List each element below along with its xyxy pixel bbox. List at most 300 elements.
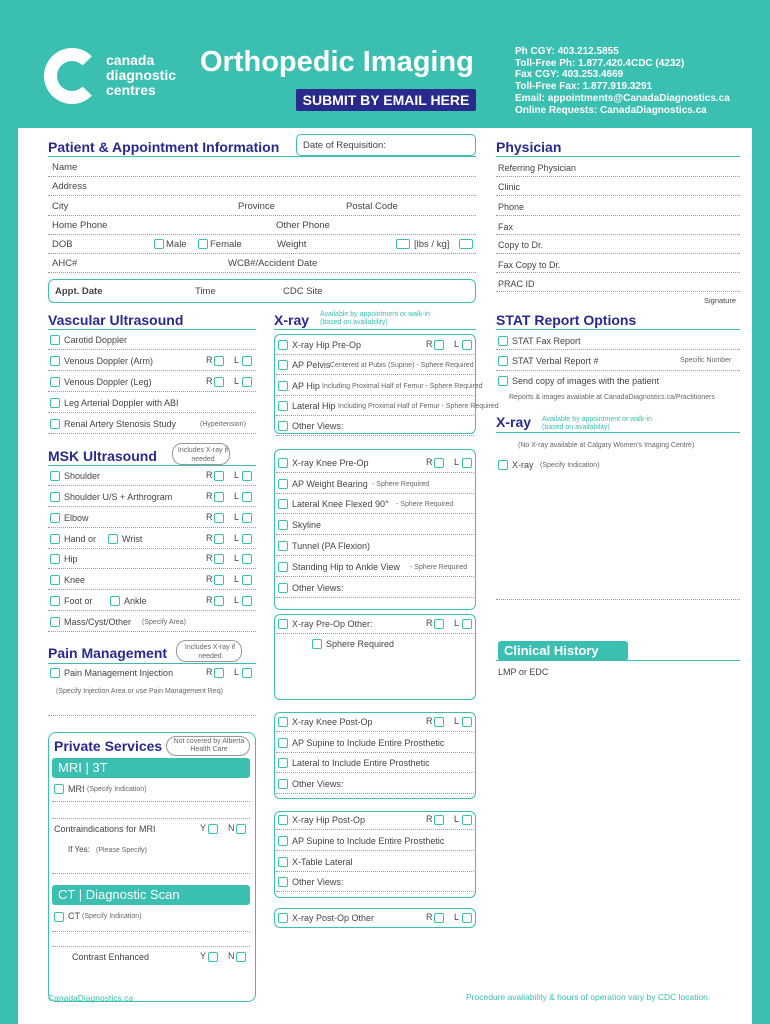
name-field[interactable] <box>48 176 476 177</box>
xray-item-1: AP Pelvis <box>292 360 331 370</box>
xray-12-r-label: R <box>426 618 433 628</box>
xray-note-6: - Sphere Required <box>372 481 430 488</box>
phys-phone-label: Phone <box>498 202 525 212</box>
vascular-item-3: Leg Arterial Doppler with ABI <box>64 398 179 408</box>
pain-r-label: R <box>206 667 213 677</box>
ct-bar: CT | Diagnostic Scan <box>52 885 250 905</box>
xray-12-l-label: L <box>454 618 460 628</box>
xray-checkbox-14[interactable] <box>278 738 288 748</box>
vascular-2-r-checkbox[interactable] <box>214 377 224 387</box>
msk-6-r-checkbox[interactable] <box>214 596 224 606</box>
xray-5-l-label: L <box>454 457 460 467</box>
msk-line-2 <box>48 527 256 528</box>
contact-ph: Ph CGY: 403.212.5855 <box>515 46 619 57</box>
appointment-box[interactable] <box>48 279 476 303</box>
xray-line-16 <box>276 793 474 794</box>
date-requisition-field[interactable] <box>296 134 476 156</box>
vascular-checkbox-0[interactable] <box>50 335 60 345</box>
vascular-checkbox-2[interactable] <box>50 377 60 387</box>
stat-verbal-label: STAT Verbal Report # <box>512 356 599 366</box>
private-heading: Private Services <box>54 738 163 754</box>
contact-info <box>515 46 730 116</box>
msk-item-4: Hip <box>64 554 78 564</box>
vascular-checkbox-4[interactable] <box>50 419 60 429</box>
vascular-checkbox-3[interactable] <box>50 398 60 408</box>
xray-item-4: Other Views: <box>292 421 344 431</box>
vascular-1-r-label: R <box>206 355 213 365</box>
stat-xray-checkbox[interactable] <box>498 460 508 470</box>
xray-checkbox-20[interactable] <box>278 877 288 887</box>
msk-line-3 <box>48 548 256 549</box>
xray-5-r-checkbox[interactable] <box>434 458 444 468</box>
msk-checkbox-4[interactable] <box>50 554 60 564</box>
xray-item-5: X-ray Knee Pre-Op <box>292 458 369 468</box>
xray-5-r-label: R <box>426 457 433 467</box>
pain-injection-label: Pain Management Injection <box>64 668 174 678</box>
msk-3-r-checkbox[interactable] <box>214 534 224 544</box>
contact-email[interactable]: Email: appointments@CanadaDiagnostics.ca <box>515 92 730 104</box>
footer-website[interactable]: CanadaDiagnostics.ca <box>48 993 134 1003</box>
xray-13-r-checkbox[interactable] <box>434 717 444 727</box>
xray-checkbox-19[interactable] <box>278 857 288 867</box>
xray-checkbox-13[interactable] <box>278 717 288 727</box>
vascular-line-0 <box>48 349 256 350</box>
msk-3-l-checkbox[interactable] <box>242 534 252 544</box>
contrast-n-label: N <box>228 951 235 961</box>
vascular-line-3 <box>48 412 256 413</box>
vascular-2-l-checkbox[interactable] <box>242 377 252 387</box>
private-note <box>166 736 250 756</box>
stat-xray-label: X-ray <box>512 460 534 470</box>
msk-5-l-checkbox[interactable] <box>242 575 252 585</box>
pain-r-checkbox[interactable] <box>214 668 224 678</box>
referring-label: Referring Physician <box>498 163 577 173</box>
msk-line-6 <box>48 610 256 611</box>
msk-item-0: Shoulder <box>64 471 101 481</box>
wrist-label: Wrist <box>122 534 143 544</box>
ct-checkbox[interactable] <box>54 912 64 922</box>
msk-4-r-checkbox[interactable] <box>214 554 224 564</box>
xray-12-l-checkbox[interactable] <box>462 619 472 629</box>
contrast-label: Contrast Enhanced <box>72 952 150 962</box>
male-checkbox[interactable] <box>154 239 164 249</box>
wrist-checkbox[interactable] <box>108 534 118 544</box>
xray-line-20 <box>276 891 474 892</box>
clinic-label: Clinic <box>498 182 521 192</box>
cdc-logo-icon <box>44 48 100 104</box>
xray-checkbox-16[interactable] <box>278 779 288 789</box>
msk-3-l-label: L <box>234 533 240 543</box>
dob-label: DOB <box>52 239 73 250</box>
other-phone-label: Other Phone <box>276 220 330 231</box>
msk-checkbox-1[interactable] <box>50 492 60 502</box>
clinical-heading: Clinical History <box>498 641 628 661</box>
vascular-1-l-checkbox[interactable] <box>242 356 252 366</box>
vascular-2-l-label: L <box>234 376 240 386</box>
xray-checkbox-1[interactable] <box>278 360 288 370</box>
xray-line-7 <box>276 513 474 514</box>
msk-4-r-label: R <box>206 553 213 563</box>
pain-specify-note: (Specify Injection Area or use Pain Management Req) <box>56 688 223 695</box>
xray-21-l-label: L <box>454 912 460 922</box>
fax-copy-field[interactable] <box>496 272 740 273</box>
xray-line-3 <box>276 415 474 416</box>
cdc-site-label: CDC Site <box>283 286 323 297</box>
xray-line-12 <box>276 633 474 634</box>
vascular-line-1 <box>48 370 256 371</box>
xray-12-r-checkbox[interactable] <box>434 619 444 629</box>
msk-note-text: Includes X-ray if needed <box>177 447 229 463</box>
contact-tollfree-ph: Toll-Free Ph: 1.877.420.4CDC (4232) <box>515 57 685 69</box>
xray-0-l-label: L <box>454 339 460 349</box>
xray-checkbox-3[interactable] <box>278 401 288 411</box>
xray-item-10: Standing Hip to Ankle View <box>292 562 400 572</box>
pain-l-label: L <box>234 667 240 677</box>
xray-item-7: Lateral Knee Flexed 90° <box>292 499 389 509</box>
xray-note-10: - Sphere Required <box>410 564 468 571</box>
ahc-label: AHC# <box>52 258 78 269</box>
xray-item-18: AP Supine to Include Entire Prosthetic <box>292 836 445 846</box>
msk-5-l-label: L <box>234 574 240 584</box>
ct-label: CT <box>68 911 80 921</box>
msk-1-l-checkbox[interactable] <box>242 492 252 502</box>
msk-0-l-checkbox[interactable] <box>242 471 252 481</box>
mri-field-2[interactable] <box>52 818 250 819</box>
submit-email-button[interactable]: SUBMIT BY EMAIL HERE <box>296 89 476 111</box>
reports-note: Reports & images available at CanadaDiagnostics.ca/Practitioners <box>509 394 715 401</box>
xray-checkbox-2[interactable] <box>278 381 288 391</box>
vascular-item-2: Venous Doppler (Leg) <box>64 377 152 387</box>
xray-line-10 <box>276 576 474 577</box>
vascular-1-r-checkbox[interactable] <box>214 356 224 366</box>
msk-note <box>172 443 230 465</box>
stat-xray-avail: Available by appointment or walk-in (based on availability) <box>542 416 652 431</box>
xray-item-12: X-ray Pre-Op Other: <box>292 619 373 629</box>
physician-heading: Physician <box>496 139 562 155</box>
patient-heading: Patient & Appointment Information <box>48 139 280 155</box>
xray-line-1 <box>276 374 474 375</box>
ct-field-1[interactable] <box>52 931 250 932</box>
msk-checkbox-6[interactable] <box>50 596 60 606</box>
xray-avail-note: Available by appointment or walk-in (based on availability) <box>320 311 430 326</box>
xray-item-20: Other Views: <box>292 877 344 887</box>
xray-item-14: AP Supine to Include Entire Prosthetic <box>292 738 445 748</box>
xray-0-r-label: R <box>426 339 433 349</box>
xray-13-r-label: R <box>426 716 433 726</box>
msk-4-l-label: L <box>234 553 240 563</box>
msk-checkbox-0[interactable] <box>50 471 60 481</box>
xray-17-l-label: L <box>454 814 460 824</box>
xray-item-17: X-ray Hip Post-Op <box>292 815 366 825</box>
phone-field[interactable] <box>48 234 476 235</box>
msk-item-1: Shoulder U/S + Arthrogram <box>64 492 173 502</box>
clinic-field[interactable] <box>496 195 740 196</box>
specific-number: Specific Number <box>680 357 732 364</box>
brand-name <box>106 53 176 98</box>
xray-0-r-checkbox[interactable] <box>434 340 444 350</box>
pain-heading: Pain Management <box>48 645 168 661</box>
contrast-y-checkbox[interactable] <box>208 952 218 962</box>
vascular-checkbox-1[interactable] <box>50 356 60 366</box>
phys-fax-label: Fax <box>498 222 514 232</box>
stat-verbal-field[interactable] <box>496 370 740 371</box>
xray-17-r-checkbox[interactable] <box>434 815 444 825</box>
lmp-label: LMP or EDC <box>498 667 549 677</box>
xray-item-21: X-ray Post-Op Other <box>292 913 375 923</box>
footer-note: Procedure availability & hours of operation vary by CDC location. <box>466 992 711 1002</box>
xray-checkbox-12[interactable] <box>278 619 288 629</box>
stat-xray-heading: X-ray <box>496 414 532 430</box>
postal-label: Postal Code <box>346 201 398 212</box>
xray-checkbox-0[interactable] <box>278 340 288 350</box>
pain-injection-checkbox[interactable] <box>50 668 60 678</box>
appt-date-label: Appt. Date <box>55 286 103 297</box>
xray-checkbox-17[interactable] <box>278 815 288 825</box>
city-field[interactable] <box>48 215 476 216</box>
form-body <box>18 128 752 1024</box>
xray-item-19: X-Table Lateral <box>292 857 353 867</box>
fax-copy-label: Fax Copy to Dr. <box>498 260 561 270</box>
ct-field-2[interactable] <box>52 946 250 947</box>
xray-line-19 <box>276 871 474 872</box>
xray-checkbox-18[interactable] <box>278 836 288 846</box>
brand-line1: canada <box>106 52 155 68</box>
if-yes-label: If Yes: <box>68 845 90 854</box>
mri-bar: MRI | 3T <box>52 758 250 778</box>
address-field[interactable] <box>48 195 476 196</box>
msk-6-l-label: L <box>234 595 240 605</box>
contrast-n-checkbox[interactable] <box>236 952 246 962</box>
msk-6-r-label: R <box>206 595 213 605</box>
msk-item-7: Mass/Cyst/Other <box>64 617 132 627</box>
copy-to-label: Copy to Dr. <box>498 240 544 250</box>
vascular-item-1: Venous Doppler (Arm) <box>64 356 154 366</box>
vascular-item-4: Renal Artery Stenosis Study <box>64 419 177 429</box>
header <box>0 0 770 128</box>
msk-3-r-label: R <box>206 533 213 543</box>
xray-21-l-checkbox[interactable] <box>462 913 472 923</box>
msk-item-2: Elbow <box>64 513 89 523</box>
xray-line-0 <box>276 354 474 355</box>
xray-checkbox-8[interactable] <box>278 520 288 530</box>
home-phone-label: Home Phone <box>52 220 108 231</box>
vascular-1-l-label: L <box>234 355 240 365</box>
stat-xray-field[interactable] <box>496 599 740 600</box>
msk-checkbox-2[interactable] <box>50 513 60 523</box>
copy-to-field[interactable] <box>496 253 740 254</box>
xray-item-15: Lateral to Include Entire Prosthetic <box>292 758 430 768</box>
xray-21-r-checkbox[interactable] <box>434 913 444 923</box>
msk-checkbox-7[interactable] <box>50 617 60 627</box>
msk-line-0 <box>48 485 256 486</box>
time-label: Time <box>195 286 216 297</box>
pain-note <box>176 640 242 662</box>
sphere-required-checkbox[interactable] <box>312 639 322 649</box>
stat-xray-spec: (Specify Indication) <box>540 462 600 469</box>
province-label: Province <box>238 201 275 212</box>
contra-label: Contraindications for MRI <box>54 824 156 834</box>
xray-item-6: AP Weight Bearing <box>292 479 368 489</box>
msk-0-r-label: R <box>206 470 213 480</box>
msk-line-5 <box>48 589 256 590</box>
xray-line-18 <box>276 850 474 851</box>
xray-line-13 <box>276 731 474 732</box>
xray-checkbox-21[interactable] <box>278 913 288 923</box>
xray-13-l-checkbox[interactable] <box>462 717 472 727</box>
private-note-text: Not covered by Alberta Health Care <box>173 738 245 753</box>
xray-item-13: X-ray Knee Post-Op <box>292 717 373 727</box>
female-label: Female <box>210 239 242 250</box>
msk-2-l-label: L <box>234 512 240 522</box>
stat-fax-checkbox[interactable] <box>498 336 508 346</box>
msk-checkbox-3[interactable] <box>50 534 60 544</box>
contra-y-label: Y <box>200 823 207 833</box>
stat-verbal-checkbox[interactable] <box>498 356 508 366</box>
vascular-2-r-label: R <box>206 376 213 386</box>
lbs-kg-label: [lbs / kg] <box>414 239 450 250</box>
msk-1-r-label: R <box>206 491 213 501</box>
xray-21-r-label: R <box>426 912 433 922</box>
xray-checkbox-4[interactable] <box>278 421 288 431</box>
xray-item-3: Lateral Hip <box>292 401 336 411</box>
ankle-checkbox[interactable] <box>110 596 120 606</box>
sphere-required-label: Sphere Required <box>326 639 395 649</box>
mri-label: MRI <box>68 784 85 794</box>
signature-label: Signature <box>704 296 737 305</box>
xray-line-2 <box>276 395 474 396</box>
msk-specify-area: (Specify Area) <box>142 619 186 626</box>
xray-line-5 <box>276 472 474 473</box>
contact-fax: Fax CGY: 403.253.4669 <box>515 69 624 81</box>
msk-5-r-checkbox[interactable] <box>214 575 224 585</box>
xray-17-l-checkbox[interactable] <box>462 815 472 825</box>
xray-note-1: Centered at Pubis (Supine) - Sphere Required <box>330 362 474 369</box>
mri-checkbox[interactable] <box>54 784 64 794</box>
xray-checkbox-11[interactable] <box>278 583 288 593</box>
msk-checkbox-5[interactable] <box>50 575 60 585</box>
msk-2-r-label: R <box>206 512 213 522</box>
male-label: Male <box>166 239 187 250</box>
date-requisition-label: Date of Requisition: <box>303 140 386 151</box>
xray-item-0: X-ray Hip Pre-Op <box>292 340 362 350</box>
xray-note-3: Including Proximal Half of Femur - Sphere Required <box>338 403 499 410</box>
contra-n-checkbox[interactable] <box>236 824 246 834</box>
xray-17-r-label: R <box>426 814 433 824</box>
mri-spec: (Specify Indication) <box>87 786 147 793</box>
msk-item-6: Foot or <box>64 596 93 606</box>
xray-checkbox-10[interactable] <box>278 562 288 572</box>
xray-5-l-checkbox[interactable] <box>462 458 472 468</box>
ct-spec: (Specify Indication) <box>82 913 142 920</box>
xray-item-16: Other Views: <box>292 779 344 789</box>
contact-online[interactable]: Online Requests: CanadaDiagnostics.ca <box>515 104 707 116</box>
address-label: Address <box>52 181 87 192</box>
vascular-line-4 <box>48 433 256 434</box>
xray-checkbox-7[interactable] <box>278 499 288 509</box>
xray-13-l-label: L <box>454 716 460 726</box>
no-xray-note: (No X-ray available at Calgary Women's Imaging Centre) <box>518 442 695 449</box>
xray-heading: X-ray <box>274 312 310 328</box>
msk-line-4 <box>48 568 256 569</box>
xray-item-9: Tunnel (PA Flexion) <box>292 541 371 551</box>
pain-l-checkbox[interactable] <box>242 668 252 678</box>
send-copy-checkbox[interactable] <box>498 376 508 386</box>
xray-item-11: Other Views: <box>292 583 344 593</box>
vascular-item-0: Carotid Doppler <box>64 335 128 345</box>
xray-item-2: AP Hip <box>292 381 320 391</box>
brand-line3: centres <box>106 82 156 98</box>
msk-line-1 <box>48 506 256 507</box>
xray-checkbox-5[interactable] <box>278 458 288 468</box>
weight-label: Weight <box>277 239 307 250</box>
contra-n-label: N <box>228 823 235 833</box>
weight-lbs-box[interactable] <box>396 239 410 249</box>
ankle-label: Ankle <box>124 596 147 606</box>
xray-line-15 <box>276 772 474 773</box>
msk-5-r-label: R <box>206 574 213 584</box>
pain-note-text: Includes X-ray if needed <box>184 644 236 660</box>
ahc-field[interactable] <box>48 272 476 273</box>
phys-phone-field[interactable] <box>496 215 740 216</box>
xray-0-l-checkbox[interactable] <box>462 340 472 350</box>
contra-y-checkbox[interactable] <box>208 824 218 834</box>
xray-checkbox-15[interactable] <box>278 758 288 768</box>
weight-kg-box[interactable] <box>459 239 473 249</box>
female-checkbox[interactable] <box>198 239 208 249</box>
mri-field-1[interactable] <box>52 801 250 802</box>
msk-item-3: Hand or <box>64 534 97 544</box>
msk-2-r-checkbox[interactable] <box>214 513 224 523</box>
msk-item-5: Knee <box>64 575 86 585</box>
name-label: Name <box>52 162 78 173</box>
xray-line-17 <box>276 829 474 830</box>
xray-checkbox-9[interactable] <box>278 541 288 551</box>
msk-line-7 <box>48 631 256 632</box>
vascular-line-2 <box>48 391 256 392</box>
hypertension-note: (Hypertension) <box>200 421 246 428</box>
msk-heading: MSK Ultrasound <box>48 448 157 464</box>
dob-field[interactable] <box>48 253 476 254</box>
contrast-y-label: Y <box>200 951 207 961</box>
xray-line-4 <box>276 435 474 436</box>
stat-heading: STAT Report Options <box>496 312 637 328</box>
xray-line-9 <box>276 555 474 556</box>
city-label: City <box>52 201 69 212</box>
pain-specify-field[interactable] <box>48 715 256 716</box>
phys-fax-field[interactable] <box>496 234 740 235</box>
msk-4-l-checkbox[interactable] <box>242 554 252 564</box>
msk-2-l-checkbox[interactable] <box>242 513 252 523</box>
msk-1-r-checkbox[interactable] <box>214 492 224 502</box>
xray-line-8 <box>276 534 474 535</box>
prac-id-field[interactable] <box>496 291 740 292</box>
please-specify: (Please Specify) <box>96 847 147 854</box>
msk-0-r-checkbox[interactable] <box>214 471 224 481</box>
prac-id-label: PRAC ID <box>498 279 535 289</box>
xray-line-14 <box>276 752 474 753</box>
brand-line2: diagnostic <box>106 67 177 83</box>
xray-note-2: Including Proximal Half of Femur - Sphere Required <box>322 383 483 390</box>
xray-line-6 <box>276 493 474 494</box>
referring-field[interactable] <box>496 176 740 177</box>
msk-0-l-label: L <box>234 470 240 480</box>
msk-1-l-label: L <box>234 491 240 501</box>
if-yes-field[interactable] <box>52 873 250 874</box>
xray-checkbox-6[interactable] <box>278 479 288 489</box>
msk-6-l-checkbox[interactable] <box>242 596 252 606</box>
wcb-label: WCB#/Accident Date <box>228 258 318 269</box>
xray-item-8: Skyline <box>292 520 322 530</box>
